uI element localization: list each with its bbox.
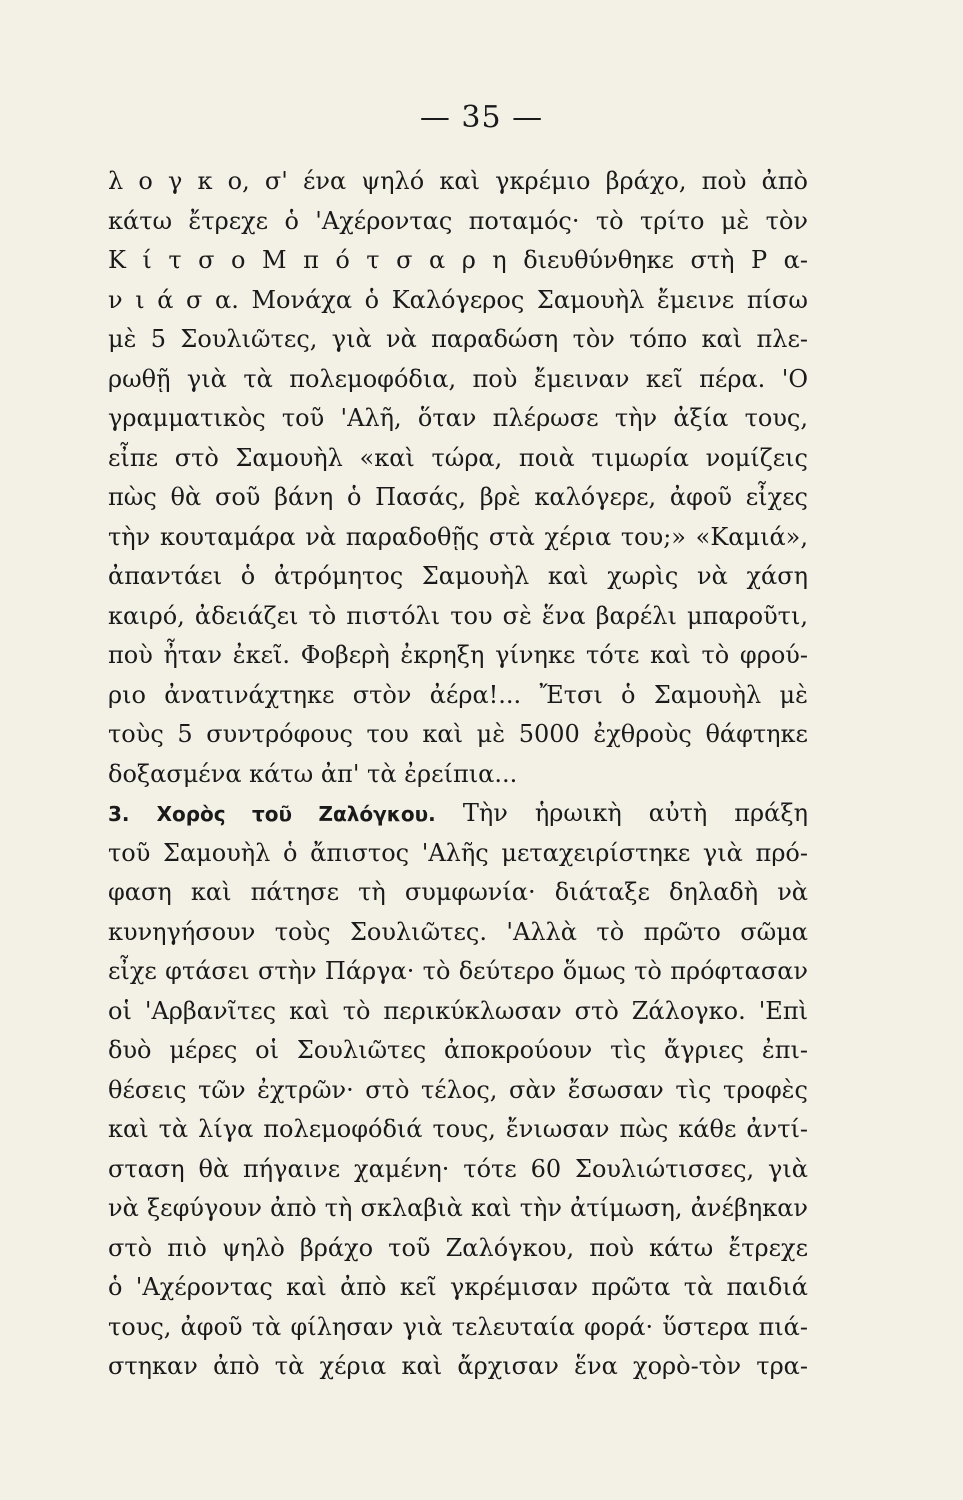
text-line: οἱ 'Αρβανῖτες καὶ τὸ περικύκλωσαν στὸ Ζάλογκο. 'Επὶ: [108, 996, 808, 1025]
text-line: στὸ πιὸ ψηλὸ βράχο τοῦ Ζαλόγκου, ποὺ κάτω ἔτρεχε: [108, 1233, 808, 1262]
text-line: ποὺ ἦταν ἐκεῖ. Φοβερὴ ἐκρηξη γίνηκε τότε καὶ τὸ φρού-: [108, 641, 808, 669]
section-heading: Χορὸς τοῦ Ζαλόγκου.: [156, 802, 436, 826]
text-line: κυνηγήσουν τοὺς Σουλιῶτες. 'Αλλὰ τὸ πρῶτο σῶμα: [108, 917, 808, 946]
text-line: ρωθῇ γιὰ τὰ πολεμοφόδια, ποὺ ἔμειναν κεῖ πέρα. 'Ο: [108, 364, 808, 393]
text-line: καιρό, ἀδειάζει τὸ πιστόλι του σὲ ἕνα βαρέλι μπαροῦτι,: [108, 601, 808, 630]
text-line: στηκαν ἀπὸ τὰ χέρια καὶ ἄρχισαν ἕνα χορὸ-τὸν τρα-: [108, 1352, 808, 1380]
text-line: δοξασμένα κάτω ἀπ' τὰ ἐρείπια...: [108, 759, 518, 788]
text-line: ἀπαντάει ὁ ἀτρόμητος Σαμουὴλ καὶ χωρὶς νὰ χάση: [108, 562, 808, 590]
text-line: καὶ τὰ λίγα πολεμοφόδιά τους, ἔνιωσαν πὼς κάθε ἀντί-: [108, 1115, 808, 1143]
text-line: σταση θὰ πήγαινε χαμένη· τότε 60 Σουλιώτισσες, γιὰ: [108, 1154, 808, 1183]
page-number: — 35 —: [419, 100, 544, 135]
text-line: λ ο γ κ ο, σ' ένα ψηλό καὶ γκρέμιο βράχο, ποὺ ἀπὸ: [108, 167, 808, 195]
text-line: εἶπε στὸ Σαμουὴλ «καὶ τώρα, ποιὰ τιμωρία νομίζεις: [108, 443, 808, 472]
text-line: ὁ 'Αχέροντας καὶ ἀπὸ κεῖ γκρέμισαν πρῶτα τὰ παιδιά: [108, 1273, 808, 1301]
text-line: εἶχε φτάσει στὴν Πάργα· τὸ δεύτερο ὅμως τὸ πρόφτασαν: [108, 957, 808, 985]
text-line: μὲ 5 Σουλιῶτες, γιὰ νὰ παραδώση τὸν τόπο καὶ πλε-: [108, 325, 808, 353]
section-first-text: Τὴν ἡρωικὴ αὐτὴ πράξη: [462, 799, 808, 827]
text-line: δυὸ μέρες οἱ Σουλιῶτες ἀποκρούουν τὶς ἄγριες ἐπι-: [108, 1036, 808, 1064]
text-line: τοὺς 5 συντρόφους του καὶ μὲ 5000 ἐχθροὺς θάφτηκε: [108, 720, 808, 748]
section-heading-line: [108, 794, 808, 834]
text-line: ν ι ά σ α. Μονάχα ὁ Καλόγερος Σαμουὴλ ἔμεινε πίσω: [108, 285, 808, 314]
text-line: ριο ἀνατινάχτηκε στὸν ἀέρα!... Ἔτσι ὁ Σαμουὴλ μὲ: [108, 680, 808, 709]
body-text: [108, 162, 808, 1387]
text-line: κάτω ἔτρεχε ὁ 'Αχέροντας ποταμός· τὸ τρίτο μὲ τὸν: [108, 206, 808, 235]
text-line: γραμματικὸς τοῦ 'Αλῆ, ὅταν πλέρωσε τὴν ἀξία τους,: [108, 404, 808, 432]
text-line: φαση καὶ πάτησε τὴ συμφωνία· διάταξε δηλαδὴ νὰ: [108, 878, 808, 906]
text-line: τους, ἀφοῦ τὰ φίλησαν γιὰ τελευταία φορά· ὕστερα πιά-: [108, 1312, 808, 1341]
text-line: Κ ί τ σ ο Μ π ό τ σ α ρ η διευθύνθηκε στὴ Ρ α-: [108, 246, 808, 274]
text-line: θέσεις τῶν ἐχτρῶν· στὸ τέλος, σὰν ἔσωσαν τὶς τροφὲς: [108, 1075, 808, 1104]
text-line: τὴν κουταμάρα νὰ παραδοθῇς στὰ χέρια του;» «Καμιά»,: [108, 522, 808, 551]
text-line: νὰ ξεφύγουν ἀπὸ τὴ σκλαβιὰ καὶ τὴν ἀτίμωση, ἀνέβηκαν: [108, 1194, 808, 1222]
text-line: πὼς θὰ σοῦ βάνη ὁ Πασάς, βρὲ καλόγερε, ἀφοῦ εἶχες: [108, 483, 808, 511]
section-number: 3.: [108, 802, 130, 826]
text-line: τοῦ Σαμουὴλ ὁ ἄπιστος 'Αλῆς μεταχειρίστηκε γιὰ πρό-: [108, 838, 808, 867]
